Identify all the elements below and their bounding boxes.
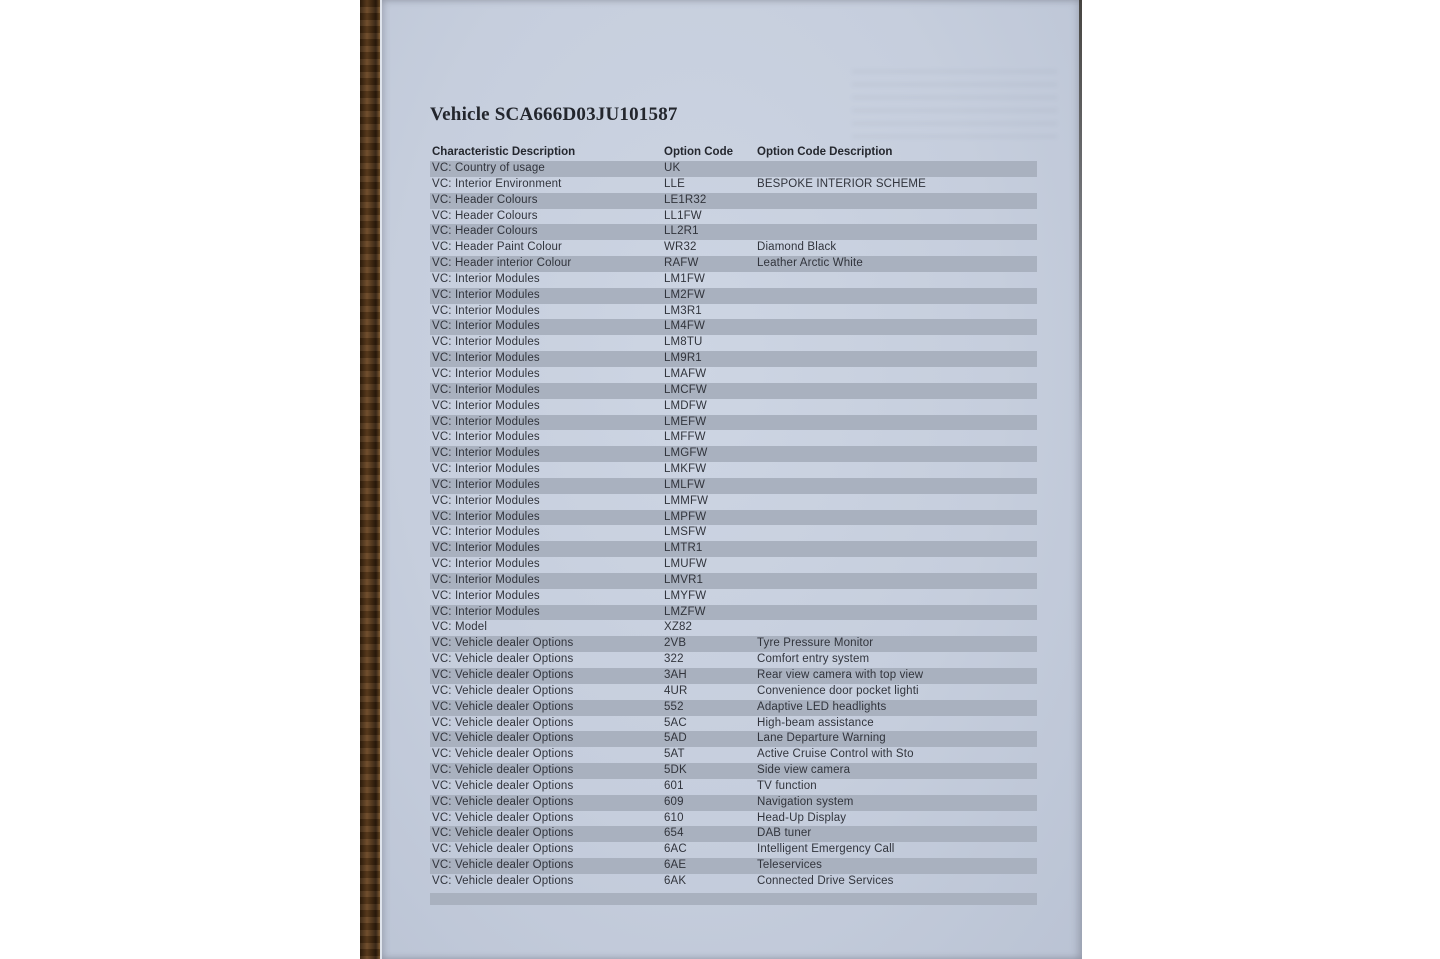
option-code-cell: LL2R1 — [664, 225, 699, 238]
option-code-description-cell — [757, 288, 1037, 304]
table-row — [430, 319, 1037, 335]
option-code-description-cell — [757, 209, 1037, 225]
characteristic-description-cell: VC: Interior Modules — [432, 352, 540, 365]
characteristic-description-cell: VC: Interior Environment — [432, 177, 562, 190]
characteristic-description-cell: VC: Interior Modules — [432, 399, 540, 412]
table-row — [430, 652, 1037, 668]
table-row — [430, 399, 1037, 415]
option-code-description-cell: Head-Up Display — [757, 811, 847, 824]
table-row — [430, 731, 1037, 747]
table-row — [430, 811, 1037, 827]
option-code-description-cell: Intelligent Emergency Call — [757, 843, 895, 856]
characteristic-description-cell: VC: Vehicle dealer Options — [432, 843, 574, 856]
characteristic-description-cell: VC: Interior Modules — [432, 336, 540, 349]
table-row — [430, 304, 1037, 320]
characteristic-description-cell: VC: Vehicle dealer Options — [432, 700, 574, 713]
column-header-option-code-description: Option Code Description — [757, 146, 893, 158]
option-code-description-cell — [757, 319, 1037, 335]
table-row — [430, 351, 1037, 367]
characteristic-description-cell: VC: Country of usage — [432, 162, 545, 174]
characteristic-description-cell: VC: Interior Modules — [432, 494, 540, 507]
wood-table-edge — [360, 0, 380, 959]
option-code-description-cell — [757, 351, 1037, 367]
table-body — [430, 161, 1037, 890]
table-row — [430, 763, 1037, 779]
option-code-cell: LMZFW — [664, 605, 706, 618]
characteristic-description-cell: VC: Interior Modules — [432, 589, 540, 602]
option-code-cell: LMCFW — [664, 383, 707, 396]
option-code-description-cell — [757, 510, 1037, 526]
table-row — [430, 668, 1037, 684]
column-header-option-code: Option Code — [664, 146, 733, 158]
option-code-cell: 610 — [664, 811, 684, 824]
option-code-cell: 3AH — [664, 669, 687, 681]
table-row — [430, 541, 1037, 557]
characteristic-description-cell: VC: Vehicle dealer Options — [432, 669, 574, 681]
table-row — [430, 589, 1037, 605]
option-code-cell: UK — [664, 162, 681, 174]
characteristic-description-cell: VC: Interior Modules — [432, 463, 540, 476]
table-row — [430, 478, 1037, 494]
table-row — [430, 177, 1037, 193]
page-title: Vehicle SCA666D03JU101587 — [430, 104, 678, 125]
characteristic-description-cell: VC: Interior Modules — [432, 573, 540, 586]
table-row — [430, 620, 1037, 636]
table-row — [430, 430, 1037, 446]
option-code-description-cell — [757, 494, 1037, 510]
characteristic-description-cell: VC: Interior Modules — [432, 447, 540, 460]
option-code-description-cell: Navigation system — [757, 795, 854, 808]
option-code-description-cell: Rear view camera with top view — [757, 669, 924, 681]
option-code-description-cell — [757, 605, 1037, 621]
table-row — [430, 510, 1037, 526]
option-code-description-cell — [757, 573, 1037, 589]
option-code-description-cell — [757, 383, 1037, 399]
characteristic-description-cell: VC: Interior Modules — [432, 431, 540, 444]
paper-sheet — [380, 0, 1082, 959]
option-code-description-cell — [757, 462, 1037, 478]
option-code-cell: LM2FW — [664, 288, 705, 301]
option-code-cell: LE1R32 — [664, 193, 707, 206]
characteristic-description-cell: VC: Vehicle dealer Options — [432, 684, 574, 697]
option-code-cell: 654 — [664, 827, 684, 840]
option-code-description-cell: Convenience door pocket lighti — [757, 684, 919, 697]
option-code-description-cell: Leather Arctic White — [757, 257, 863, 270]
characteristic-description-cell: VC: Vehicle dealer Options — [432, 637, 574, 650]
option-code-cell: LMLFW — [664, 478, 705, 491]
characteristic-description-cell: VC: Vehicle dealer Options — [432, 779, 574, 792]
characteristic-description-cell: VC: Vehicle dealer Options — [432, 859, 574, 872]
option-code-cell: LMPFW — [664, 510, 707, 523]
table-row — [430, 494, 1037, 510]
option-code-description-cell: Adaptive LED headlights — [757, 700, 887, 713]
characteristic-description-cell: VC: Interior Modules — [432, 510, 540, 523]
table-row — [430, 462, 1037, 478]
characteristic-description-cell: VC: Header Paint Colour — [432, 241, 563, 254]
table-row — [430, 272, 1037, 288]
table-row — [430, 874, 1037, 890]
option-code-cell: 552 — [664, 700, 684, 713]
characteristic-description-cell: VC: Vehicle dealer Options — [432, 732, 574, 745]
option-code-description-cell — [757, 541, 1037, 557]
option-code-description-cell: Active Cruise Control with Sto — [757, 748, 914, 761]
characteristic-description-cell: VC: Vehicle dealer Options — [432, 811, 574, 824]
table-header-row — [430, 145, 1037, 161]
option-code-cell: 601 — [664, 779, 684, 792]
option-code-description-cell — [757, 272, 1037, 288]
option-code-cell: LMDFW — [664, 399, 707, 412]
option-code-cell: 4UR — [664, 684, 688, 697]
table-row — [430, 557, 1037, 573]
empty-trailing-row — [430, 893, 1037, 905]
option-code-cell: 6AK — [664, 874, 687, 887]
option-code-cell: LM1FW — [664, 272, 705, 285]
table-row — [430, 446, 1037, 462]
option-code-description-cell: Diamond Black — [757, 241, 837, 254]
option-code-cell: LMAFW — [664, 367, 707, 380]
table-row — [430, 747, 1037, 763]
table-row — [430, 779, 1037, 795]
options-table — [430, 145, 1037, 905]
option-code-cell: 5AT — [664, 748, 685, 761]
table-row — [430, 826, 1037, 842]
option-code-description-cell: DAB tuner — [757, 827, 812, 840]
option-code-cell: 5DK — [664, 764, 687, 777]
option-code-description-cell — [757, 335, 1037, 351]
option-code-cell: LMKFW — [664, 463, 707, 476]
option-code-description-cell: Connected Drive Services — [757, 874, 894, 887]
characteristic-description-cell: VC: Header Colours — [432, 209, 538, 222]
option-code-description-cell — [757, 304, 1037, 320]
option-code-description-cell: Teleservices — [757, 859, 823, 872]
table-row — [430, 858, 1037, 874]
characteristic-description-cell: VC: Interior Modules — [432, 542, 540, 555]
option-code-cell: 5AD — [664, 732, 687, 745]
option-code-cell: 5AC — [664, 716, 687, 729]
characteristic-description-cell: VC: Interior Modules — [432, 272, 540, 285]
table-row — [430, 605, 1037, 621]
characteristic-description-cell: VC: Header interior Colour — [432, 257, 572, 270]
option-code-cell: 2VB — [664, 637, 687, 650]
option-code-description-cell: BESPOKE INTERIOR SCHEME — [757, 177, 926, 190]
characteristic-description-cell: VC: Interior Modules — [432, 478, 540, 491]
option-code-description-cell — [757, 399, 1037, 415]
option-code-cell: RAFW — [664, 257, 699, 270]
characteristic-description-cell: VC: Vehicle dealer Options — [432, 653, 574, 666]
option-code-description-cell: Comfort entry system — [757, 653, 870, 666]
option-code-description-cell — [757, 525, 1037, 541]
characteristic-description-cell: VC: Vehicle dealer Options — [432, 874, 574, 887]
table-row — [430, 716, 1037, 732]
option-code-description-cell — [757, 430, 1037, 446]
option-code-description-cell: Side view camera — [757, 764, 851, 777]
table-row — [430, 240, 1037, 256]
characteristic-description-cell: VC: Header Colours — [432, 225, 538, 238]
table-row — [430, 684, 1037, 700]
table-row — [430, 288, 1037, 304]
table-row — [430, 193, 1037, 209]
option-code-cell: LM8TU — [664, 336, 703, 349]
option-code-description-cell — [757, 161, 1037, 177]
table-row — [430, 383, 1037, 399]
option-code-cell: LMUFW — [664, 558, 707, 571]
option-code-cell: LMVR1 — [664, 573, 704, 586]
option-code-cell: WR32 — [664, 241, 697, 254]
option-code-cell: LM9R1 — [664, 352, 702, 365]
option-code-description-cell — [757, 620, 1037, 636]
characteristic-description-cell: VC: Interior Modules — [432, 526, 540, 539]
option-code-cell: XZ82 — [664, 621, 693, 634]
document-content — [382, 0, 1082, 959]
column-header-characteristic-description: Characteristic Description — [432, 146, 576, 158]
characteristic-description-cell: VC: Interior Modules — [432, 558, 540, 571]
option-code-description-cell — [757, 367, 1037, 383]
table-row — [430, 256, 1037, 272]
characteristic-description-cell: VC: Header Colours — [432, 193, 538, 206]
option-code-description-cell — [757, 415, 1037, 431]
option-code-cell: LMFFW — [664, 431, 706, 444]
table-row — [430, 842, 1037, 858]
option-code-description-cell: High-beam assistance — [757, 716, 874, 729]
table-row — [430, 525, 1037, 541]
option-code-description-cell — [757, 589, 1037, 605]
option-code-cell: 6AE — [664, 859, 687, 872]
option-code-cell: LMTR1 — [664, 542, 703, 555]
option-code-description-cell: Tyre Pressure Monitor — [757, 637, 874, 650]
characteristic-description-cell: VC: Interior Modules — [432, 415, 540, 428]
characteristic-description-cell: VC: Vehicle dealer Options — [432, 764, 574, 777]
option-code-cell: LM3R1 — [664, 304, 702, 317]
option-code-cell: 6AC — [664, 843, 687, 856]
table-row — [430, 224, 1037, 240]
table-row — [430, 161, 1037, 177]
characteristic-description-cell: VC: Vehicle dealer Options — [432, 748, 574, 761]
table-row — [430, 636, 1037, 652]
option-code-cell: LMSFW — [664, 526, 707, 539]
characteristic-description-cell: VC: Vehicle dealer Options — [432, 716, 574, 729]
option-code-cell: 609 — [664, 795, 684, 808]
table-row — [430, 795, 1037, 811]
option-code-description-cell — [757, 557, 1037, 573]
table-row — [430, 209, 1037, 225]
characteristic-description-cell: VC: Interior Modules — [432, 304, 540, 317]
option-code-cell: LMGFW — [664, 447, 708, 460]
option-code-cell: LL1FW — [664, 209, 702, 222]
option-code-cell: LMEFW — [664, 415, 707, 428]
option-code-cell: 322 — [664, 653, 684, 666]
table-row — [430, 415, 1037, 431]
option-code-cell: LM4FW — [664, 320, 705, 333]
table-row — [430, 367, 1037, 383]
table-row — [430, 335, 1037, 351]
characteristic-description-cell: VC: Model — [432, 621, 488, 634]
option-code-cell: LLE — [664, 177, 685, 190]
characteristic-description-cell: VC: Interior Modules — [432, 288, 540, 301]
option-code-description-cell — [757, 446, 1037, 462]
option-code-description-cell: Lane Departure Warning — [757, 732, 886, 745]
option-code-cell: LMMFW — [664, 494, 709, 507]
option-code-description-cell: TV function — [757, 779, 817, 792]
option-code-description-cell — [757, 224, 1037, 240]
option-code-description-cell — [757, 193, 1037, 209]
option-code-cell: LMYFW — [664, 589, 707, 602]
table-row — [430, 573, 1037, 589]
characteristic-description-cell: VC: Interior Modules — [432, 367, 540, 380]
characteristic-description-cell: VC: Vehicle dealer Options — [432, 827, 574, 840]
table-row — [430, 700, 1037, 716]
characteristic-description-cell: VC: Vehicle dealer Options — [432, 795, 574, 808]
characteristic-description-cell: VC: Interior Modules — [432, 383, 540, 396]
characteristic-description-cell: VC: Interior Modules — [432, 320, 540, 333]
photo-area — [360, 0, 1082, 959]
characteristic-description-cell: VC: Interior Modules — [432, 605, 540, 618]
option-code-description-cell — [757, 478, 1037, 494]
